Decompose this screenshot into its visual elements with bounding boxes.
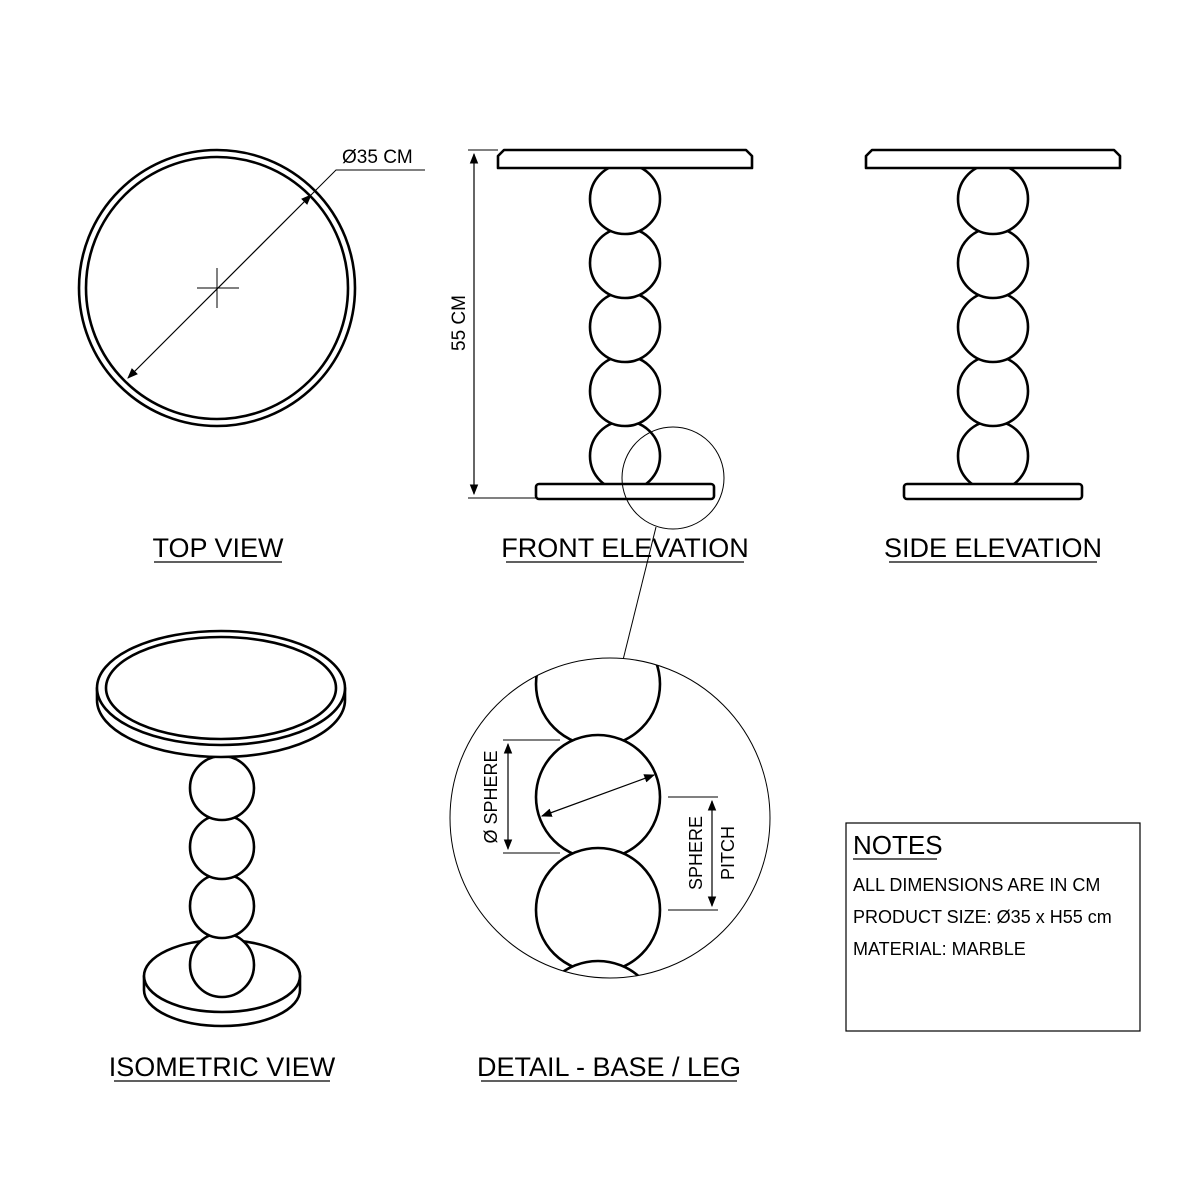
notes-line-1: ALL DIMENSIONS ARE IN CM [853,875,1101,895]
leg-sphere-1 [590,164,660,234]
side-leg-sphere-2 [958,228,1028,298]
title-isometric-view: ISOMETRIC VIEW [108,1052,336,1082]
iso-sphere-4 [190,874,254,938]
leg-sphere-3 [590,292,660,362]
base-plate-profile [536,484,714,499]
side-leg-sphere-5 [958,421,1028,491]
detail-sphere-top [536,622,660,746]
isometric-view [97,631,345,1026]
notes-box [846,823,1140,1031]
leg-sphere-5 [590,421,660,491]
notes-line-2: PRODUCT SIZE: Ø35 x H55 cm [853,907,1112,927]
title-front-elevation: FRONT ELEVATION [501,533,749,563]
iso-tabletop-outer [97,631,345,745]
side-tabletop-profile [866,150,1120,168]
title-detail-base-leg: DETAIL - BASE / LEG [476,1052,742,1082]
leg-sphere-2 [590,228,660,298]
diameter-leader [311,170,425,195]
title-side-elevation: SIDE ELEVATION [883,533,1103,563]
iso-sphere-2 [190,756,254,820]
diameter-dimension-line [128,195,311,378]
detail-base-leg [450,622,770,1085]
sphere-pitch-label-1: SPHERE [686,815,706,891]
detail-sphere-middle [536,735,660,859]
top-view [79,147,425,426]
side-elevation [866,150,1120,499]
side-base-plate-profile [904,484,1082,499]
side-leg-sphere-4 [958,356,1028,426]
side-leg-sphere-3 [958,292,1028,362]
detail-sphere-lower [536,848,660,972]
tabletop-profile [498,150,752,168]
iso-sphere-5 [190,933,254,997]
notes-line-3: MATERIAL: MARBLE [853,939,1026,959]
sphere-diameter-label: Ø SPHERE [481,750,501,844]
leg-sphere-4 [590,356,660,426]
side-leg-sphere-1 [958,164,1028,234]
notes-title: NOTES [853,830,943,860]
height-label: 55 CM [449,295,470,351]
iso-sphere-3 [190,815,254,879]
diameter-label: Ø35 CM [342,147,413,168]
title-top-view: TOP VIEW [152,533,284,563]
front-elevation [449,150,752,668]
sphere-pitch-label-2: PITCH [718,826,738,880]
